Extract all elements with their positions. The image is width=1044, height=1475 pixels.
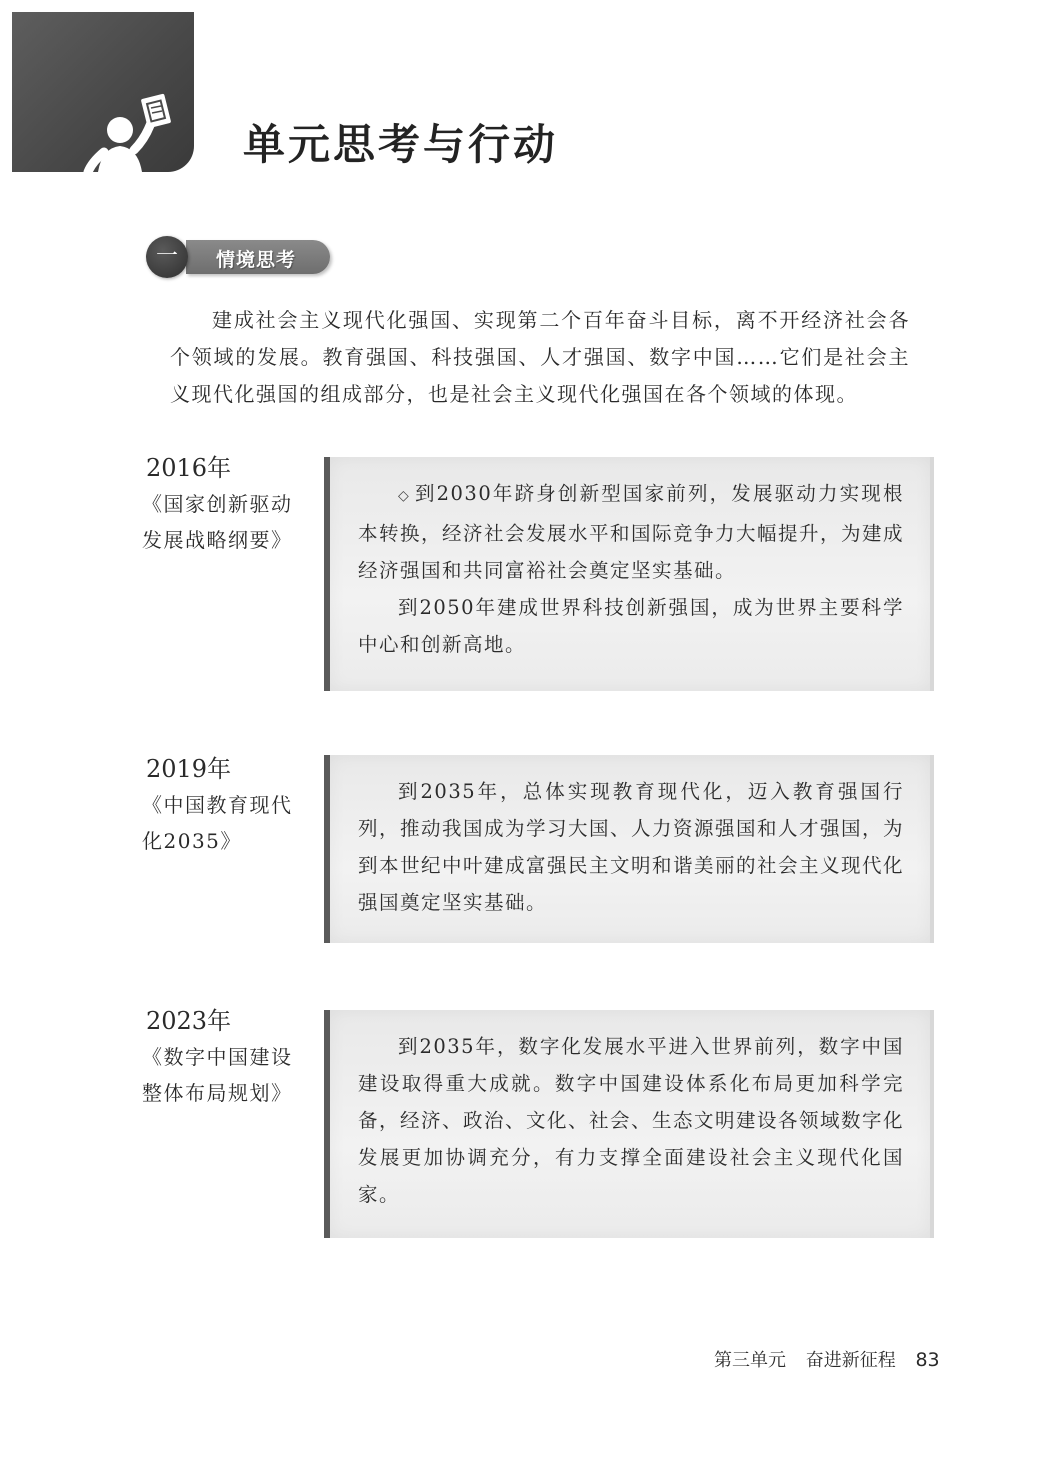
person-reading-icon xyxy=(12,12,194,172)
page-title: 单元思考与行动 xyxy=(243,120,559,169)
footer-unit: 第三单元 xyxy=(714,1350,786,1371)
section-header xyxy=(146,236,332,278)
intro-paragraph: 建成社会主义现代化强国、实现第二个百年奋斗目标，离不开经济社会各个领域的发展。教育强国、科技强国、人才强国、数字中国……它们是社会主义现代化强国的组成部分，也是社会主义现代化强国在各个领域的体现。 xyxy=(170,308,910,406)
timeline-year: 2023年 xyxy=(146,1007,232,1035)
timeline-label-2023 xyxy=(142,1005,312,1111)
quote-paragraph: 到2035年，总体实现教育现代化，迈入教育强国行列，推动我国成为学习大国、人力资源强国和人才强国，为到本世纪中叶建成富强民主文明和谐美丽的社会主义现代化强国奠定坚实基础。 xyxy=(358,780,905,914)
diamond-bullet-icon: ◇ xyxy=(398,488,411,504)
section-number: 一 xyxy=(146,236,188,278)
quote-box-2023 xyxy=(324,1010,930,1238)
page-number: 83 xyxy=(915,1349,940,1371)
footer-unit-title: 奋进新征程 xyxy=(805,1350,896,1371)
unit-header-block xyxy=(12,12,194,172)
quote-paragraph: 到2035年，数字化发展水平进入世界前列，数字中国建设取得重大成就。数字中国建设体系化布局更加科学完备，经济、政治、文化、社会、生态文明建设各领域数字化发展更加协调充分，有力支撑全面建设社会主义现代化国家。 xyxy=(358,1035,905,1206)
section-title: 情境思考 xyxy=(216,249,297,271)
quote-paragraph: ◇ 到2030年跻身创新型国家前列，发展驱动力实现根本转换，经济社会发展水平和国际竞争力大幅提升，为建成经济强国和共同富裕社会奠定坚实基础。 xyxy=(358,482,905,582)
quote-box-2016 xyxy=(324,457,930,691)
timeline-year: 2019年 xyxy=(146,755,232,783)
quote-box-2019 xyxy=(324,755,930,943)
timeline-label-2019 xyxy=(142,753,312,859)
document-title: 《国家创新驱动发展战略纲要》 xyxy=(142,492,293,552)
page-footer xyxy=(714,1346,940,1372)
timeline-label-2016 xyxy=(142,452,312,558)
timeline-year: 2016年 xyxy=(146,454,232,482)
document-title: 《中国教育现代化2035》 xyxy=(142,793,293,853)
document-title: 《数字中国建设整体布局规划》 xyxy=(142,1045,293,1105)
quote-paragraph: 到2050年建成世界科技创新强国，成为世界主要科学中心和创新高地。 xyxy=(358,596,904,656)
